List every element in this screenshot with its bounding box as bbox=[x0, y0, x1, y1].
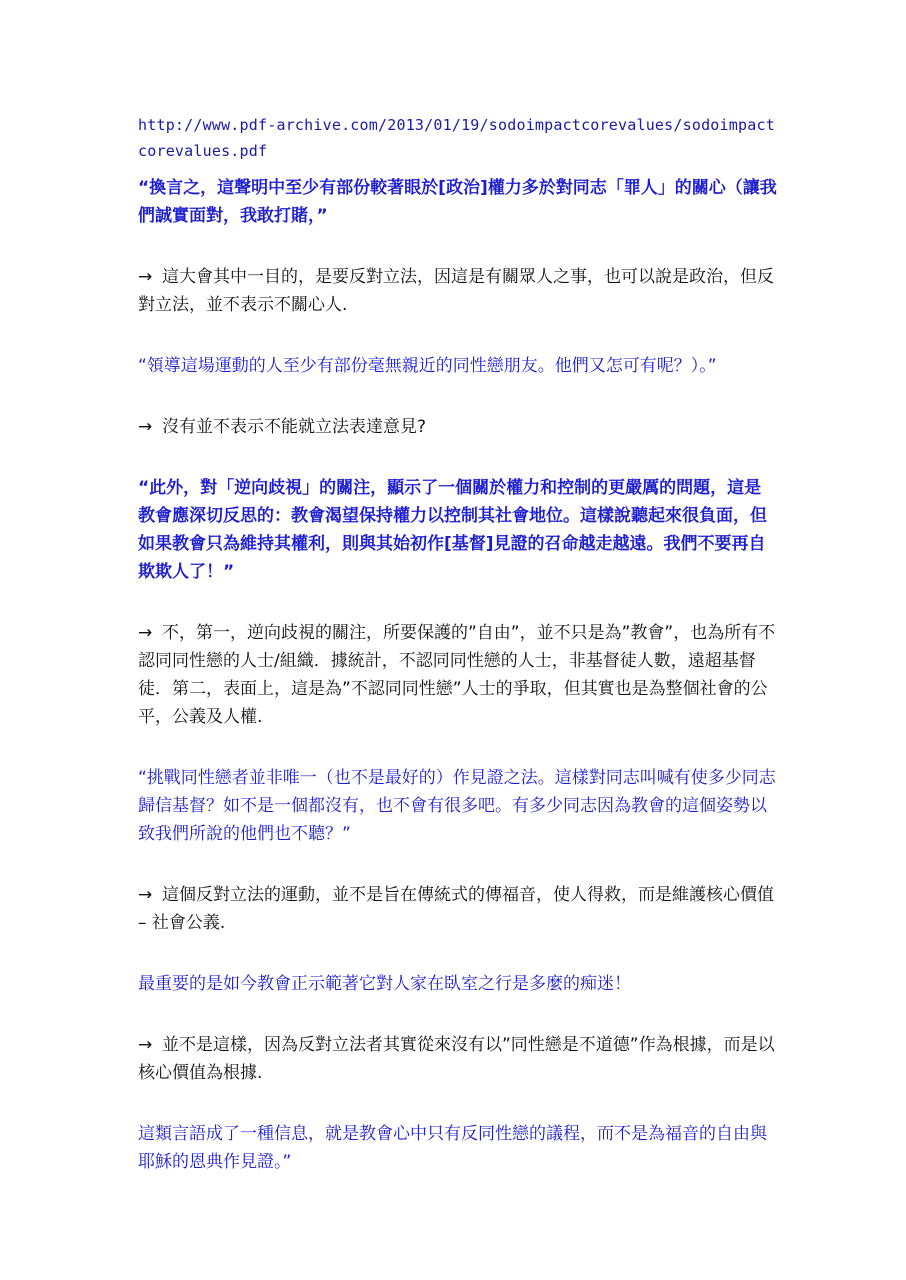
document-page bbox=[138, 112, 778, 1209]
source-url: http://www.pdf-archive.com/2013/01/19/sodoimpactcorevalues/sodoimpactcorevalues.pdf bbox=[138, 116, 775, 160]
reply-3-text: 不，第一，逆向歧視的關注，所要保護的”自由”，並不只是為”教會”，也為所有不認同同性戀的人士/組織．據統計，不認同同性戀的人士，非基督徒人數，遠超基督徒．第二，表面上，這是為”不認同同性戀”人士的爭取，但其實也是為整個社會的公平，公義及人權. bbox=[138, 623, 776, 727]
reply-3 bbox=[138, 619, 778, 731]
reply-2-text: 沒有並不表示不能就立法表達意見? bbox=[162, 417, 427, 437]
arrow-right-icon: → bbox=[138, 623, 153, 643]
arrow-right-icon: → bbox=[138, 885, 153, 905]
quote-6: 這類言語成了一種信息，就是教會心中只有反同性戀的議程，而不是為福音的自由與耶穌的恩典作見證。” bbox=[138, 1124, 767, 1172]
quote-5: 最重要的是如今教會正示範著它對人家在臥室之行是多麼的痴迷！ bbox=[138, 974, 631, 994]
arrow-right-icon: → bbox=[138, 267, 153, 287]
quote-4: “挑戰同性戀者並非唯一（也不是最好的）作見證之法。這樣對同志叫喊有使多少同志歸信基督？如不是一個都沒有，也不會有很多吧。有多少同志因為教會的這個姿勢以致我們所說的他們也不聽？” bbox=[138, 768, 776, 844]
reply-5-text: 並不是這樣，因為反對立法者其實從來沒有以”同性戀是不道德”作為根據，而是以核心價值為根據. bbox=[138, 1035, 775, 1083]
reply-4 bbox=[138, 881, 778, 937]
arrow-right-icon: → bbox=[138, 417, 153, 437]
reply-1 bbox=[138, 263, 778, 319]
arrow-right-icon: → bbox=[138, 1035, 153, 1055]
reply-5 bbox=[138, 1031, 778, 1087]
reply-1-text: 這大會其中一目的，是要反對立法，因這是有關眾人之事，也可以說是政治，但反對立法，並不表示不關心人. bbox=[138, 267, 774, 315]
reply-4-text: 這個反對立法的運動，並不是旨在傳統式的傳福音，使人得救，而是維護核心價值 – 社會公義. bbox=[138, 885, 774, 933]
quote-1: “換言之，這聲明中至少有部份較著眼於[政治]權力多於對同志「罪人」的關心（讓我們誠實面對，我敢打賭，” bbox=[138, 178, 777, 226]
reply-2 bbox=[138, 413, 778, 441]
quote-2: “領導這場運動的人至少有部份毫無親近的同性戀朋友。他們又怎可有呢？）。” bbox=[138, 356, 717, 376]
quote-3: “此外，對「逆向歧視」的關注，顯示了一個關於權力和控制的更嚴厲的問題，這是教會應深切反思的：教會渴望保持權力以控制其社會地位。這樣說聽起來很負面，但如果教會只為維持其權利，則與其始初作[基督]見證的召命越走越遠。我們不要再自欺欺人了！” bbox=[138, 478, 767, 582]
